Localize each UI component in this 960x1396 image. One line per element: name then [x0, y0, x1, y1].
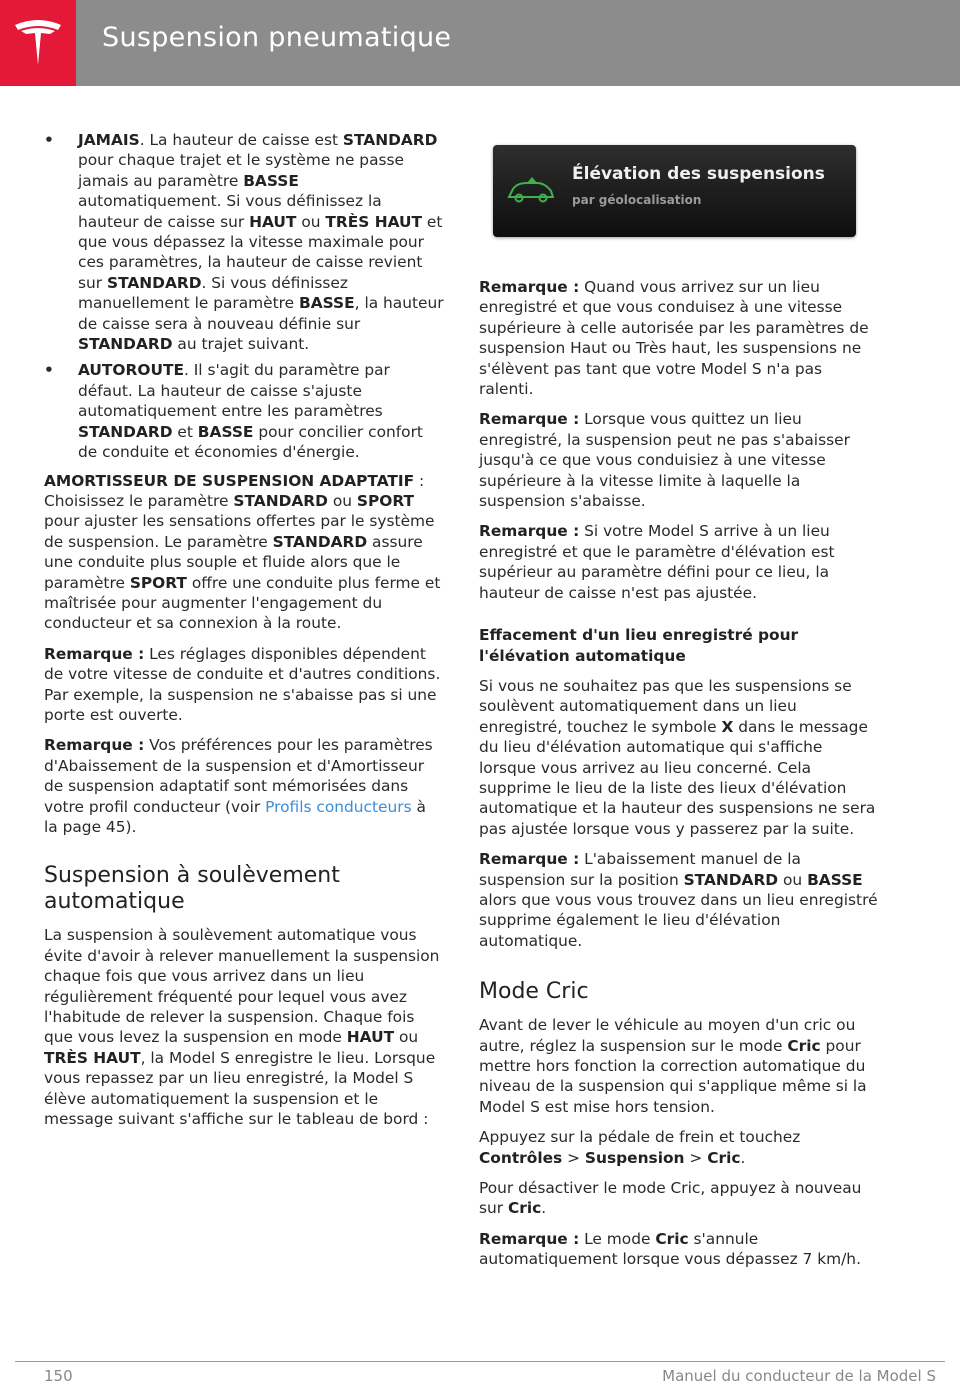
note: Remarque : Quand vous arrivez sur un lieu enregistré et que vous conduisez à une vitesse supérieure à celle autorisée par les paramètres de suspension Haut ou Très haut, les suspensions ne s'élèvent pas tant que votre Model S n'a pas ralenti.: [479, 278, 869, 399]
subsection-heading: Effacement d'un lieu enregistré pour l'élévation automatique: [479, 626, 799, 665]
right-column: [479, 277, 879, 1280]
note: Remarque : L'abaissement manuel de la suspension sur la position STANDARD ou BASSE alors que vous vous trouvez dans un lieu enregistré supprime également le lieu d'élévation automatique.: [479, 850, 878, 950]
paragraph: Avant de lever le véhicule au moyen d'un cric ou autre, réglez la suspension sur le mode Cric pour mettre hors fonction la correction automatique du niveau de la suspension qui s'applique même si la Model S est mise hors tension.: [479, 1016, 867, 1116]
paragraph: La suspension à soulèvement automatique vous évite d'avoir à relever manuellement la suspension chaque fois que vous arrivez dans un lieu régulièrement fréquenté pour lequel vous avez l'habitude de relever la suspension. Chaque fois que vous levez la suspension en mode HAUT ou TRÈS HAUT, la Model S enregistre le lieu. Lorsque vous repassez par un lieu enregistré, la Model S élève automatiquement la suspension et le message suivant s'affiche sur le tableau de bord :: [44, 926, 440, 1129]
note: Remarque : Vos préférences pour les paramètres d'Abaissement de la suspension et d'Amortisseur de suspension adaptatif sont mémorisées dans votre profil conducteur (voir Profils conducteurs à la page 45).: [44, 736, 433, 836]
car-lift-icon: [505, 175, 557, 205]
list-item: • JAMAIS. La hauteur de caisse est STANDARD pour chaque trajet et le système ne passe jamais au paramètre BASSE automatiquement. Si vous définissez la hauteur de caisse sur HAUT ou TRÈS HAUT et que vous dépassez la vitesse maximale pour ces paramètres, la hauteur de caisse revient sur STANDARD. Si vous définissez manuellement le paramètre BASSE, la hauteur de caisse sera à nouveau définie sur STANDARD au trajet suivant.: [44, 131, 444, 354]
notification-subtitle: par géolocalisation: [572, 193, 702, 207]
list-item: • AUTOROUTE. Il s'agit du paramètre par défaut. La hauteur de caisse s'ajuste automatiquement entre les paramètres STANDARD et BASSE pour concilier confort de conduite et économies d'énergie.: [44, 361, 423, 462]
notification-title: Élévation des suspensions: [572, 164, 825, 184]
section-heading: Mode Cric: [479, 979, 589, 1005]
notification-image: [493, 145, 856, 237]
page-title: Suspension pneumatique: [102, 22, 452, 53]
paragraph: Appuyez sur la pédale de frein et touchez Contrôles > Suspension > Cric.: [479, 1128, 801, 1167]
paragraph: Pour désactiver le mode Cric, appuyez à nouveau sur Cric.: [479, 1179, 862, 1218]
left-column: [44, 130, 444, 1139]
footer-divider: [15, 1361, 945, 1362]
paragraph: AMORTISSEUR DE SUSPENSION ADAPTATIF : Choisissez le paramètre STANDARD ou SPORT pour ajuster les sensations offertes par le système de suspension. Le paramètre STANDARD assure une conduite plus souple et fluide alors que le paramètre SPORT offre une conduite plus ferme et maîtrisée pour augmenter l'engagement du conducteur et sa connexion à la route.: [44, 471, 441, 633]
section-heading: Suspension à soulèvement automatique: [44, 863, 340, 915]
footer-title: Manuel du conducteur de la Model S: [662, 1367, 936, 1385]
note: Remarque : Lorsque vous quittez un lieu enregistré, la suspension peut ne pas s'abaisser jusqu'à ce que vous conduisiez à une vitesse supérieure à la vitesse limite à laquelle la suspension s'abaisse.: [479, 410, 850, 511]
setting-list: [44, 130, 444, 463]
note: Remarque : Si votre Model S arrive à un lieu enregistré et que le paramètre d'élévation est supérieur au paramètre défini pour ce lieu, la hauteur de caisse n'est pas ajustée.: [479, 522, 835, 602]
profiles-link[interactable]: Profils conducteurs: [265, 797, 412, 816]
paragraph: Si vous ne souhaitez pas que les suspensions se soulèvent automatiquement dans un lieu enregistré, touchez le symbole X dans le message du lieu d'élévation automatique qui s'affiche lorsque vous arrivez au lieu concerné. Cela supprime le lieu de la liste des lieux d'élévation automatique et la hauteur des suspensions ne sera pas ajustée lorsque vous y passerez par la suite.: [479, 676, 876, 838]
page-header: [0, 0, 960, 86]
tesla-logo: [0, 0, 76, 86]
note: Remarque : Le mode Cric s'annule automatiquement lorsque vous dépassez 7 km/h.: [479, 1229, 861, 1269]
tesla-logo-icon: [13, 17, 63, 69]
note: Remarque : Les réglages disponibles dépendent de votre vitesse de conduite et d'autres conditions. Par exemple, la suspension ne s'abaisse pas si une porte est ouverte.: [44, 644, 441, 724]
page-number: 150: [44, 1367, 73, 1385]
